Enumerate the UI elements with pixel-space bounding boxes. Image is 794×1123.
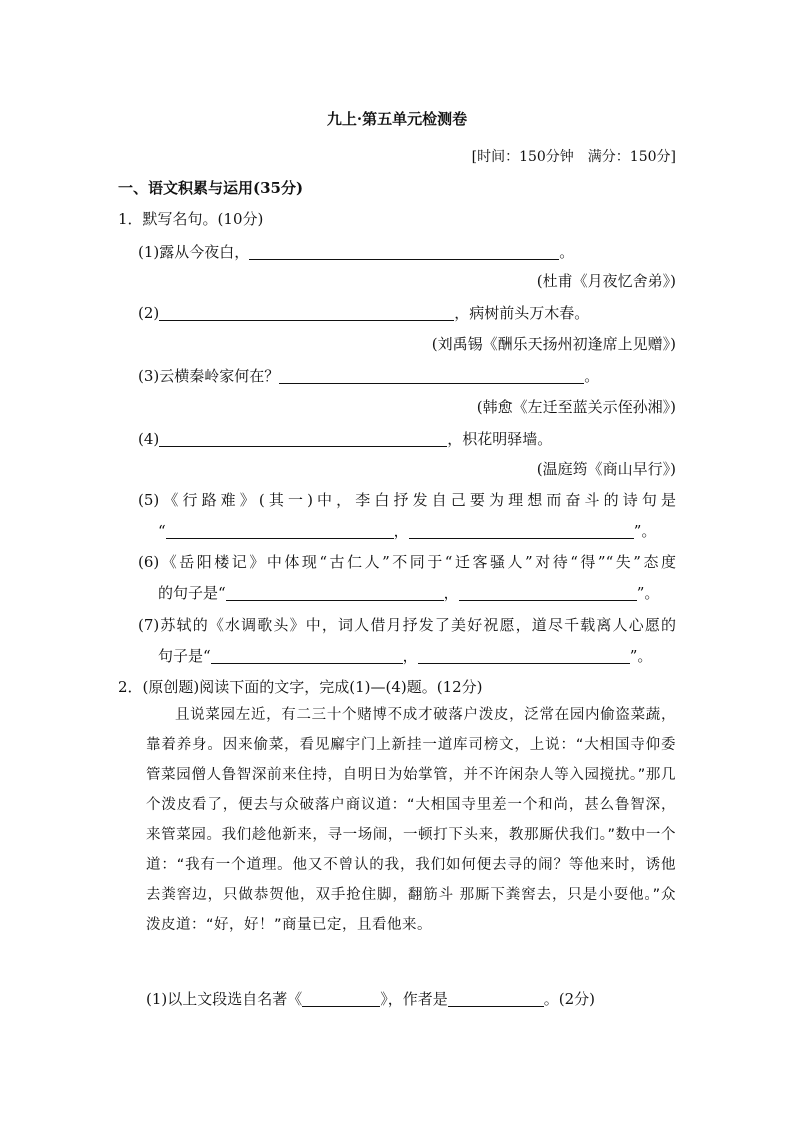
close-quote: ”。 bbox=[629, 647, 653, 665]
q1-item-5-line-2 bbox=[158, 520, 656, 541]
q1-item-5-line-1: (5)《行路难》(其一)中，李白抒发自己要为理想而奋斗的诗句是 bbox=[138, 491, 676, 509]
comma: ， bbox=[443, 584, 459, 602]
q1-item-3 bbox=[138, 365, 599, 386]
q2-subquestion-1 bbox=[146, 988, 595, 1009]
q1-item-3-prefix: (3)云横秦岭家何在？ bbox=[138, 367, 280, 385]
answer-blank[interactable] bbox=[418, 648, 630, 664]
q1-item-6-prefix: 的句子是“ bbox=[158, 584, 226, 602]
q1-item-3-source: (韩愈《左迁至蓝关示侄孙湘》) bbox=[476, 398, 676, 416]
answer-blank[interactable] bbox=[159, 305, 454, 321]
answer-blank[interactable] bbox=[159, 431, 447, 447]
q1-item-7-line-2 bbox=[158, 645, 652, 666]
book-title-blank[interactable] bbox=[302, 991, 380, 1007]
answer-blank[interactable] bbox=[226, 585, 444, 601]
q1-item-6-line-2 bbox=[158, 582, 659, 603]
q1-item-2-prefix: (2) bbox=[138, 304, 160, 322]
answer-blank[interactable] bbox=[279, 368, 584, 384]
question-1-stem: 1．默写名句。(10分) bbox=[118, 210, 264, 228]
answer-blank[interactable] bbox=[211, 648, 403, 664]
section-heading: 一、语文积累与运用(35分) bbox=[118, 179, 304, 197]
q1-item-1-suffix: 。 bbox=[559, 243, 575, 261]
q1-item-2 bbox=[138, 302, 589, 323]
q1-item-7-line-1: (7)苏轼的《水调歌头》中，词人借月抒发了美好祝愿，道尽千载离人心愿的 bbox=[138, 616, 676, 634]
page-title: 九上·第五单元检测卷 bbox=[326, 110, 468, 128]
exam-meta: [时间：150分钟 满分：150分] bbox=[471, 149, 676, 165]
comma: ， bbox=[393, 522, 409, 540]
q1-item-4-suffix: ，枳花明驿墙。 bbox=[447, 430, 553, 448]
q2-sub1-middle: 》，作者是 bbox=[380, 990, 448, 1008]
answer-blank[interactable] bbox=[249, 244, 559, 260]
comma: ， bbox=[402, 647, 418, 665]
q1-item-2-source: (刘禹锡《酬乐天扬州初逢席上见赠》) bbox=[431, 335, 676, 353]
q1-item-3-suffix: 。 bbox=[584, 367, 600, 385]
q1-item-2-suffix: ，病树前头万木春。 bbox=[454, 304, 590, 322]
q2-sub1-suffix: 。(2分) bbox=[543, 990, 596, 1008]
q1-item-4 bbox=[138, 428, 552, 449]
passage-text: 且说菜园左近，有二三十个赌博不成才破落户泼皮，泛常在园内偷盗菜蔬，靠着养身。因来偷菜，看见廨宇门上新挂一道库司榜文，上说：“大相国寺仰委管菜园僧人鲁智深前来住持，自明日为始掌管，并不许闲杂人等入园搅扰。”那几个泼皮看了，便去与众破落户商议道：“大相国寺里差一个和尚，甚么鲁智深，来管菜园。我们趁他新来，寻一场闹，一顿打下头来，教那厮伏我们。”数中一个道：“我有一个道理。他又不曾认的我，我们如何便去寻的闹？等他来时，诱他去粪窖边，只做恭贺他，双手抢住脚，翻筋斗 那厮下粪窖去，只是小耍他。”众泼皮道：“好，好！”商量已定，且看他来。 bbox=[146, 707, 676, 933]
q1-item-6-line-1: (6)《岳阳楼记》中体现“古仁人”不同于“迁客骚人”对待“得”“失”态度 bbox=[138, 553, 676, 571]
answer-blank[interactable] bbox=[409, 523, 634, 539]
close-quote: ”。 bbox=[636, 584, 660, 602]
q1-item-7-prefix: 句子是“ bbox=[158, 647, 211, 665]
reading-passage bbox=[146, 700, 676, 940]
answer-blank[interactable] bbox=[166, 523, 394, 539]
author-blank[interactable] bbox=[448, 991, 544, 1007]
q1-item-4-source: (温庭筠《商山早行》) bbox=[536, 460, 676, 478]
q1-item-1-prefix: (1)露从今夜白， bbox=[138, 243, 250, 261]
q1-item-4-prefix: (4) bbox=[138, 430, 160, 448]
q1-item-1-source: (杜甫《月夜忆舍弟》) bbox=[536, 272, 676, 290]
q2-sub1-prefix: (1)以上文段选自名著《 bbox=[146, 990, 303, 1008]
close-quote: ”。 bbox=[633, 522, 657, 540]
q1-item-1 bbox=[138, 241, 574, 262]
answer-blank[interactable] bbox=[459, 585, 637, 601]
open-quote: “ bbox=[158, 522, 166, 540]
question-2-stem: 2．(原创题)阅读下面的文字，完成(1)—(4)题。(12分) bbox=[118, 678, 483, 696]
